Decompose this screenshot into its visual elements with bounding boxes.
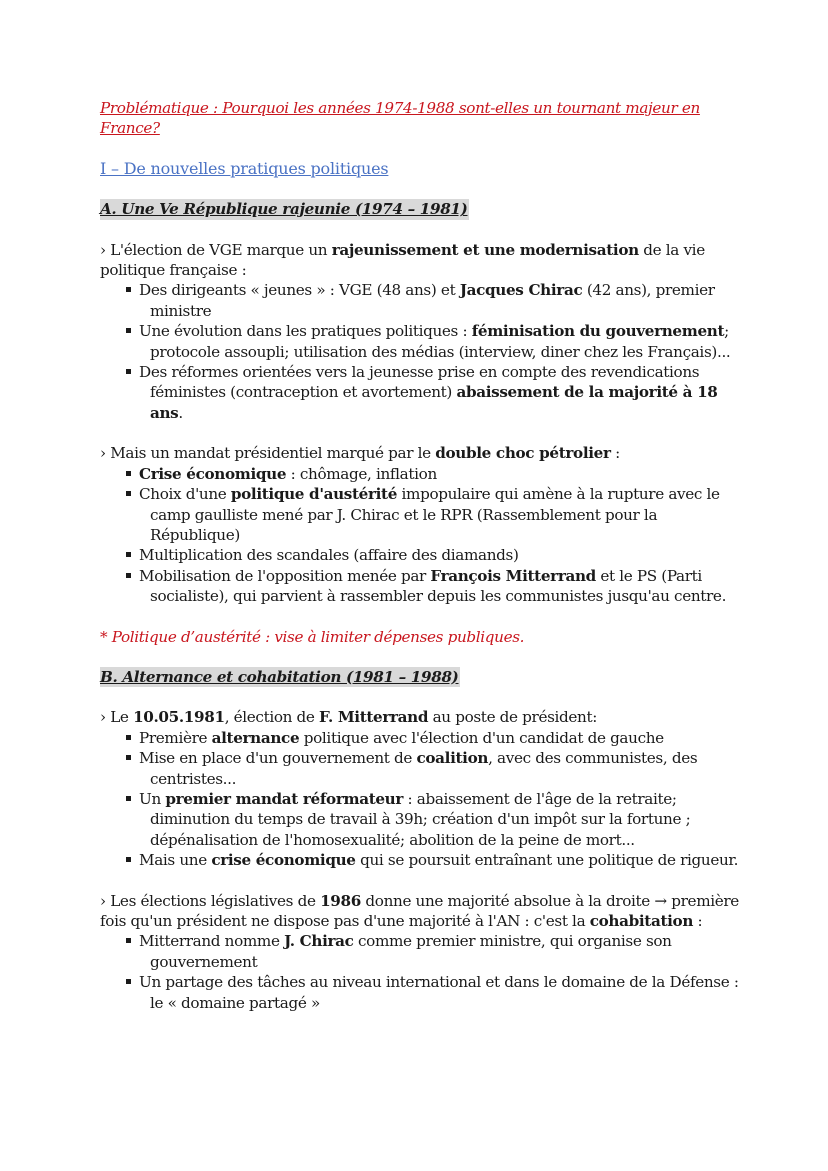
text-run: : abaissement de l'âge de la retraite; diminution du temps de travail à 39h; création d'un impôt sur la fortune ; dépénalisation de l'homosexualité; abolition de la peine de mort... — [150, 789, 691, 849]
section-a-list-2 — [100, 464, 740, 607]
text-run: Une évolution dans les pratiques politiques : — [139, 322, 472, 341]
text-run: : — [693, 912, 703, 930]
bold-text: François Mitterrand — [430, 566, 596, 585]
list-item — [124, 280, 740, 321]
list-item — [124, 362, 740, 423]
list-item — [124, 545, 740, 565]
section-b-heading: B. Alternance et cohabitation (1981 – 1988) — [100, 667, 459, 686]
list-item — [124, 464, 740, 484]
list-item — [124, 728, 740, 748]
text-run: donne une majorité absolue à la droite → première fois qu'un président ne dispose pas d'une majorité à l'AN : c'est la — [100, 891, 739, 930]
text-run: au poste de président: — [428, 708, 597, 727]
bullet-square-icon — [126, 796, 131, 801]
list-item — [124, 789, 740, 850]
section-b-list-1 — [100, 728, 740, 871]
bullet-square-icon — [126, 857, 131, 862]
bold-text: J. Chirac — [284, 932, 354, 951]
problematique: Problématique : Pourquoi les années 1974-1988 sont-elles un tournant majeur en France? — [100, 99, 700, 138]
text-run: Mobilisation de l'opposition menée par — [139, 566, 431, 585]
list-item — [124, 850, 740, 870]
text-run: Première — [139, 728, 212, 747]
text-run: , élection de — [224, 708, 320, 727]
bullet-square-icon — [126, 979, 131, 984]
bold-text: politique d'austérité — [230, 485, 398, 504]
section-a-heading: A. Une Ve République rajeunie (1974 – 1981) — [100, 200, 468, 219]
bold-text: crise économique — [211, 851, 356, 870]
list-item-text — [139, 931, 740, 972]
list-item-text — [139, 972, 740, 1013]
bullet-square-icon — [126, 755, 131, 760]
text-run: › Les élections législatives de — [100, 891, 321, 910]
text-run: Choix d'une — [139, 485, 231, 504]
list-item — [124, 931, 740, 972]
list-item-text — [139, 850, 740, 870]
text-run: Multiplication des scandales (affaire des diamands) — [139, 546, 519, 565]
bold-text: rajeunissement et une modernisation — [331, 240, 639, 259]
bold-text: F. Mitterrand — [319, 708, 429, 727]
list-item-text — [139, 545, 740, 565]
text-run: Un — [139, 789, 166, 808]
section-a-intro-1 — [100, 240, 740, 281]
list-item-text — [139, 748, 740, 789]
list-item-text — [139, 484, 740, 545]
bold-text: alternance — [211, 728, 300, 747]
text-run: (42 ans), premier ministre — [150, 281, 715, 320]
section-a-list-1 — [100, 280, 740, 423]
list-item-text — [139, 464, 740, 484]
text-run: Mise en place d'un gouvernement de — [139, 749, 417, 768]
section-b-intro-1 — [100, 707, 740, 727]
bullet-square-icon — [126, 573, 131, 578]
text-run: : chômage, inflation — [286, 464, 437, 483]
bullet-square-icon — [126, 938, 131, 943]
bold-text: Jacques Chirac — [459, 281, 583, 300]
document-page — [100, 98, 740, 1013]
list-item — [124, 748, 740, 789]
text-run: de la vie politique française : — [100, 240, 705, 280]
list-item-text — [139, 566, 740, 607]
austerity-note: * Politique d’austérité : vise à limiter dépenses publiques. — [100, 627, 525, 646]
section-b-intro-2 — [100, 891, 740, 932]
text-run: . — [178, 403, 183, 422]
list-item — [124, 321, 740, 362]
text-run: ; protocole assoupli; utilisation des médias (interview, diner chez les Français)... — [150, 322, 731, 361]
list-item-text — [139, 789, 740, 850]
bold-text: cohabitation — [589, 912, 694, 930]
bold-text: double choc pétrolier — [435, 444, 611, 463]
bold-text: Crise économique — [139, 464, 287, 483]
bullet-square-icon — [126, 369, 131, 374]
bold-text: 1986 — [320, 891, 361, 910]
text-run: › Le — [100, 708, 134, 727]
list-item-text — [139, 280, 740, 321]
text-run: › L'élection de VGE marque un — [100, 240, 332, 259]
text-run: et le PS (Parti socialiste), qui parvient à rassembler depuis les communistes jusqu'au centre. — [150, 566, 727, 606]
bold-text: premier mandat réformateur — [165, 789, 404, 808]
bullet-square-icon — [126, 552, 131, 557]
text-run: : — [610, 444, 620, 463]
bold-text: féminisation du gouvernement — [471, 322, 725, 341]
bullet-square-icon — [126, 735, 131, 740]
list-item — [124, 972, 740, 1013]
text-run: impopulaire qui amène à la rupture avec le camp gaulliste mené par J. Chirac et le RPR (Rassemblement pour la République) — [150, 485, 720, 544]
text-run: comme premier ministre, qui organise son gouvernement — [150, 932, 672, 971]
bullet-square-icon — [126, 491, 131, 496]
text-run: Mitterrand nomme — [139, 932, 285, 951]
bullet-square-icon — [126, 287, 131, 292]
bullet-square-icon — [126, 328, 131, 333]
list-item-text — [139, 321, 740, 362]
bold-text: 10.05.1981 — [133, 708, 225, 727]
text-run: politique avec l'élection d'un candidat de gauche — [299, 728, 664, 747]
text-run: qui se poursuit entraînant une politique de rigueur. — [355, 851, 739, 870]
text-run: Des réformes orientées vers la jeunesse prise en compte des revendications féministes (contraception et avortement) — [139, 363, 700, 402]
text-run: Mais une — [139, 851, 212, 870]
bullet-square-icon — [126, 471, 131, 476]
list-item — [124, 484, 740, 545]
text-run: Des dirigeants « jeunes » : VGE (48 ans) et — [139, 281, 460, 300]
section-a-intro-2 — [100, 443, 740, 463]
list-item-text — [139, 728, 740, 748]
part-1-heading: I – De nouvelles pratiques politiques — [100, 158, 389, 178]
bold-text: coalition — [416, 749, 489, 768]
text-run: , avec des communistes, des centristes... — [150, 749, 698, 788]
list-item — [124, 566, 740, 607]
list-item-text — [139, 362, 740, 423]
text-run: Un partage des tâches au niveau international et dans le domaine de la Défense : le « domaine partagé » — [139, 973, 739, 1012]
section-b-list-2 — [100, 931, 740, 1013]
bold-text: abaissement de la majorité à 18 ans — [150, 383, 718, 422]
text-run: › Mais un mandat présidentiel marqué par le — [100, 444, 436, 463]
